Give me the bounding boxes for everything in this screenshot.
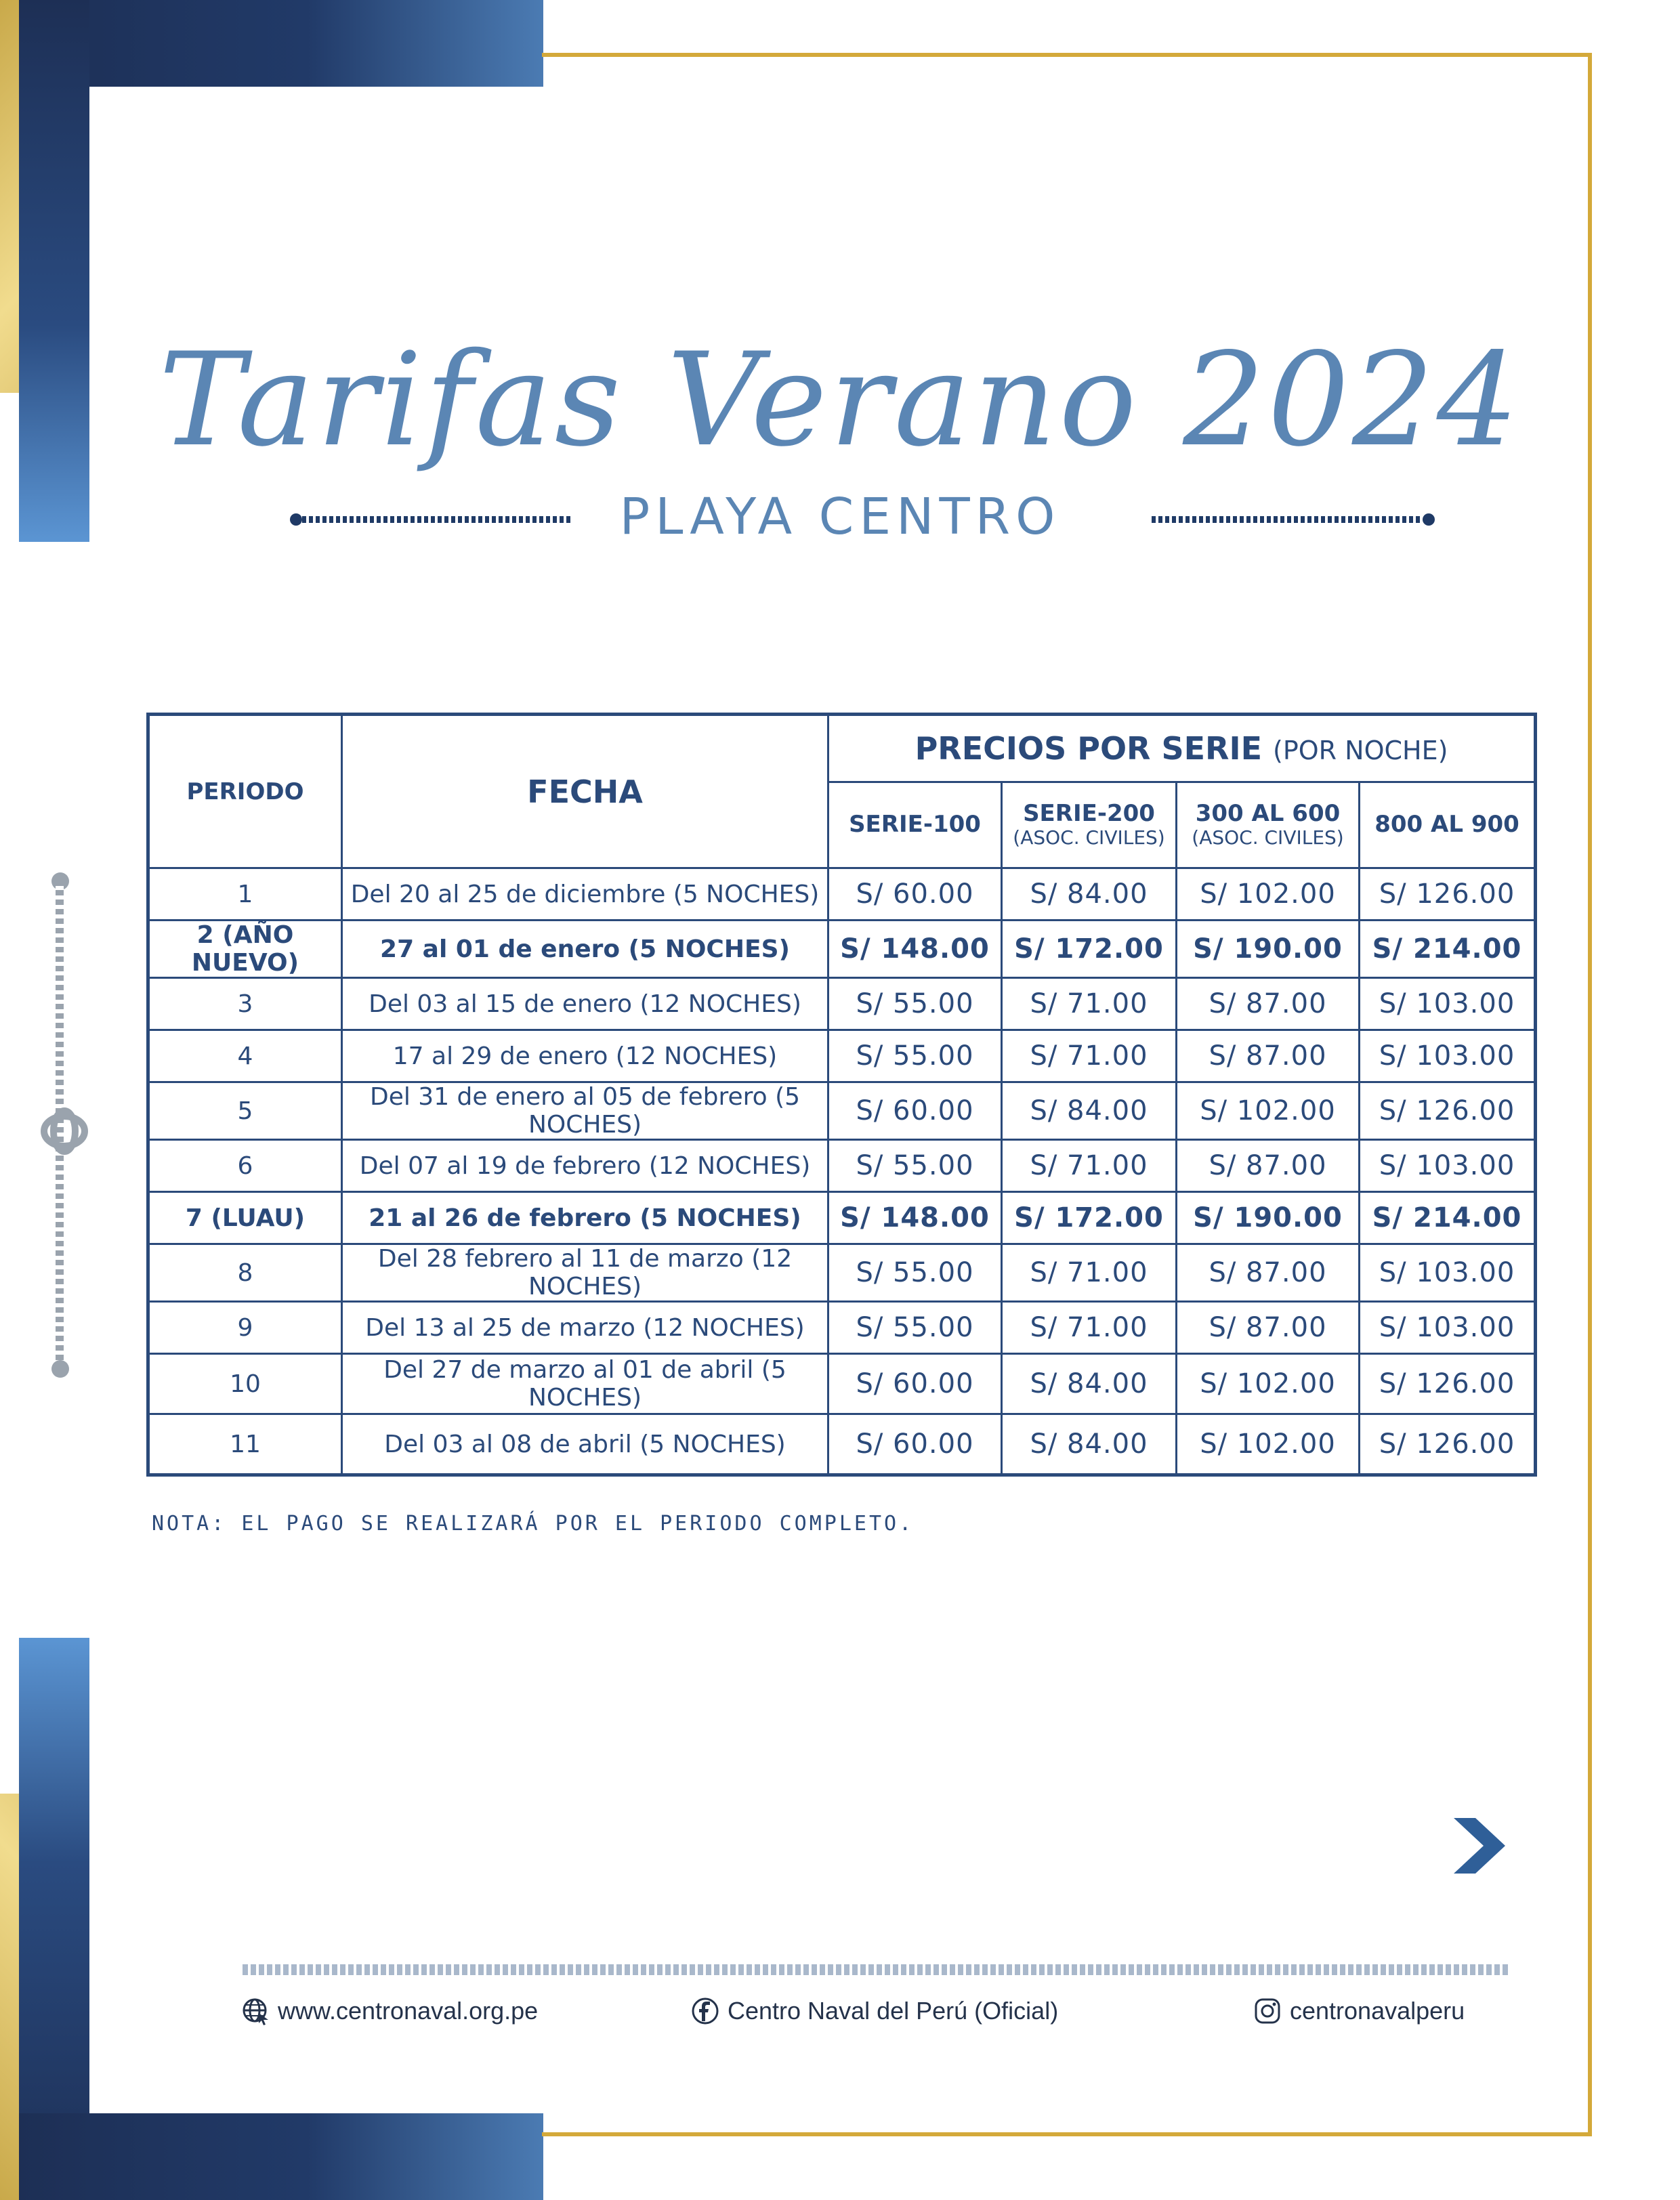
- footer-facebook-link[interactable]: [691, 1997, 1058, 2025]
- cell-price: S/ 60.00: [828, 868, 1002, 921]
- cell-fecha: Del 31 de enero al 05 de febrero (5 NOCHES): [342, 1082, 828, 1140]
- corner-decoration-top-left-navy: [19, 0, 543, 87]
- cell-price: S/ 214.00: [1360, 1192, 1536, 1244]
- cell-price: S/ 172.00: [1002, 1192, 1177, 1244]
- cell-price: S/ 84.00: [1002, 1082, 1177, 1140]
- cell-fecha: Del 03 al 08 de abril (5 NOCHES): [342, 1414, 828, 1475]
- instagram-icon: [1253, 1997, 1282, 2025]
- cell-price: S/ 190.00: [1177, 921, 1360, 978]
- cell-price: S/ 60.00: [828, 1082, 1002, 1140]
- header-serie-sub: (ASOC. CIVILES): [1013, 826, 1165, 849]
- cell-price: S/ 126.00: [1360, 868, 1536, 921]
- cell-price: S/ 103.00: [1360, 1140, 1536, 1192]
- cell-periodo: 3: [148, 978, 342, 1030]
- header-serie-sub: (ASOC. CIVILES): [1192, 826, 1344, 849]
- cell-price: S/ 126.00: [1360, 1414, 1536, 1475]
- cell-periodo: 1: [148, 868, 342, 921]
- cell-periodo: 10: [148, 1354, 342, 1414]
- table-row: [148, 1302, 1536, 1354]
- page-title: Tarifas Verano 2024: [159, 325, 1521, 475]
- cell-price: S/ 87.00: [1177, 978, 1360, 1030]
- cell-price: S/ 87.00: [1177, 1030, 1360, 1082]
- header-serie-200: [1002, 782, 1177, 868]
- cell-price: S/ 71.00: [1002, 1244, 1177, 1302]
- rope-end-icon: [51, 1360, 69, 1378]
- cell-fecha: Del 13 al 25 de marzo (12 NOCHES): [342, 1302, 828, 1354]
- globe-icon: [241, 1997, 270, 2025]
- cell-price: S/ 103.00: [1360, 978, 1536, 1030]
- cell-price: S/ 214.00: [1360, 921, 1536, 978]
- cell-price: S/ 84.00: [1002, 868, 1177, 921]
- table-row: [148, 1030, 1536, 1082]
- footer-instagram-link[interactable]: [1253, 1997, 1465, 2025]
- table-row: [148, 921, 1536, 978]
- cell-price: S/ 148.00: [828, 1192, 1002, 1244]
- cell-price: S/ 55.00: [828, 1140, 1002, 1192]
- header-serie-800-900: [1360, 782, 1536, 868]
- cell-price: S/ 102.00: [1177, 1354, 1360, 1414]
- cell-price: S/ 71.00: [1002, 1030, 1177, 1082]
- cell-price: S/ 102.00: [1177, 1082, 1360, 1140]
- cell-fecha: Del 20 al 25 de diciembre (5 NOCHES): [342, 868, 828, 921]
- table-row: [148, 1244, 1536, 1302]
- footer-facebook-text: Centro Naval del Perú (Oficial): [728, 1997, 1059, 2025]
- cell-price: S/ 55.00: [828, 1244, 1002, 1302]
- cell-price: S/ 190.00: [1177, 1192, 1360, 1244]
- header-precios: [828, 715, 1536, 782]
- header-precios-note: (POR NOCHE): [1273, 736, 1448, 765]
- corner-decoration-bottom-left-navy: [19, 2113, 543, 2200]
- cell-price: S/ 126.00: [1360, 1082, 1536, 1140]
- cell-fecha: 17 al 29 de enero (12 NOCHES): [342, 1030, 828, 1082]
- rope-divider-right: [1152, 516, 1423, 523]
- header-serie-label: 800 AL 900: [1374, 811, 1519, 839]
- footer-website-link[interactable]: [241, 1997, 538, 2025]
- cell-periodo: 6: [148, 1140, 342, 1192]
- cell-periodo: 8: [148, 1244, 342, 1302]
- cell-fecha: Del 28 febrero al 11 de marzo (12 NOCHES): [342, 1244, 828, 1302]
- cell-periodo: 7 (LUAU): [148, 1192, 342, 1244]
- cell-fecha: Del 03 al 15 de enero (12 NOCHES): [342, 978, 828, 1030]
- cell-price: S/ 102.00: [1177, 1414, 1360, 1475]
- cell-fecha: Del 27 de marzo al 01 de abril (5 NOCHES): [342, 1354, 828, 1414]
- table-row: [148, 1414, 1536, 1475]
- cell-price: S/ 87.00: [1177, 1244, 1360, 1302]
- header-serie-label: SERIE-200: [1023, 800, 1155, 828]
- rope-knot-icon: [27, 1094, 102, 1168]
- footer-instagram-text: centronavalperu: [1290, 1997, 1465, 2025]
- page-subtitle: PLAYA CENTRO: [619, 488, 1061, 546]
- cell-periodo: 2 (AÑO NUEVO): [148, 921, 342, 978]
- table-row: [148, 1354, 1536, 1414]
- cell-price: S/ 103.00: [1360, 1244, 1536, 1302]
- cell-price: S/ 60.00: [828, 1354, 1002, 1414]
- rope-end-icon: [1423, 513, 1435, 526]
- cell-price: S/ 71.00: [1002, 978, 1177, 1030]
- header-serie-100: [828, 782, 1002, 868]
- cell-price: S/ 102.00: [1177, 868, 1360, 921]
- cell-price: S/ 71.00: [1002, 1140, 1177, 1192]
- table-row: [148, 868, 1536, 921]
- cell-price: S/ 148.00: [828, 921, 1002, 978]
- cell-periodo: 5: [148, 1082, 342, 1140]
- cell-fecha: 27 al 01 de enero (5 NOCHES): [342, 921, 828, 978]
- header-serie-300-600: [1177, 782, 1360, 868]
- facebook-icon: [691, 1997, 719, 2025]
- footer-rope-divider: [243, 1964, 1509, 1975]
- cell-price: S/ 172.00: [1002, 921, 1177, 978]
- table-row: [148, 1140, 1536, 1192]
- cell-price: S/ 126.00: [1360, 1354, 1536, 1414]
- cell-price: S/ 87.00: [1177, 1140, 1360, 1192]
- header-serie-label: 300 AL 600: [1195, 800, 1341, 828]
- table-row: [148, 978, 1536, 1030]
- chevron-right-icon[interactable]: [1448, 1817, 1507, 1875]
- cell-price: S/ 55.00: [828, 1030, 1002, 1082]
- cell-periodo: 4: [148, 1030, 342, 1082]
- cell-periodo: 9: [148, 1302, 342, 1354]
- cell-price: S/ 103.00: [1360, 1302, 1536, 1354]
- cell-price: S/ 55.00: [828, 978, 1002, 1030]
- cell-price: S/ 55.00: [828, 1302, 1002, 1354]
- cell-price: S/ 84.00: [1002, 1414, 1177, 1475]
- cell-fecha: 21 al 26 de febrero (5 NOCHES): [342, 1192, 828, 1244]
- cell-fecha: Del 07 al 19 de febrero (12 NOCHES): [342, 1140, 828, 1192]
- header-serie-label: SERIE-100: [849, 811, 981, 839]
- table-row: [148, 1192, 1536, 1244]
- cell-periodo: 11: [148, 1414, 342, 1475]
- header-periodo: PERIODO: [148, 715, 342, 868]
- payment-note: NOTA: EL PAGO SE REALIZARÁ POR EL PERIODO COMPLETO.: [152, 1512, 915, 1536]
- table-row: [148, 1082, 1536, 1140]
- footer-website-text: www.centronaval.org.pe: [278, 1997, 539, 2025]
- cell-price: S/ 87.00: [1177, 1302, 1360, 1354]
- cell-price: S/ 103.00: [1360, 1030, 1536, 1082]
- cell-price: S/ 60.00: [828, 1414, 1002, 1475]
- rates-table: [146, 713, 1537, 1477]
- header-precios-label: PRECIOS POR SERIE: [915, 730, 1263, 767]
- cell-price: S/ 71.00: [1002, 1302, 1177, 1354]
- cell-price: S/ 84.00: [1002, 1354, 1177, 1414]
- header-fecha: FECHA: [342, 715, 828, 868]
